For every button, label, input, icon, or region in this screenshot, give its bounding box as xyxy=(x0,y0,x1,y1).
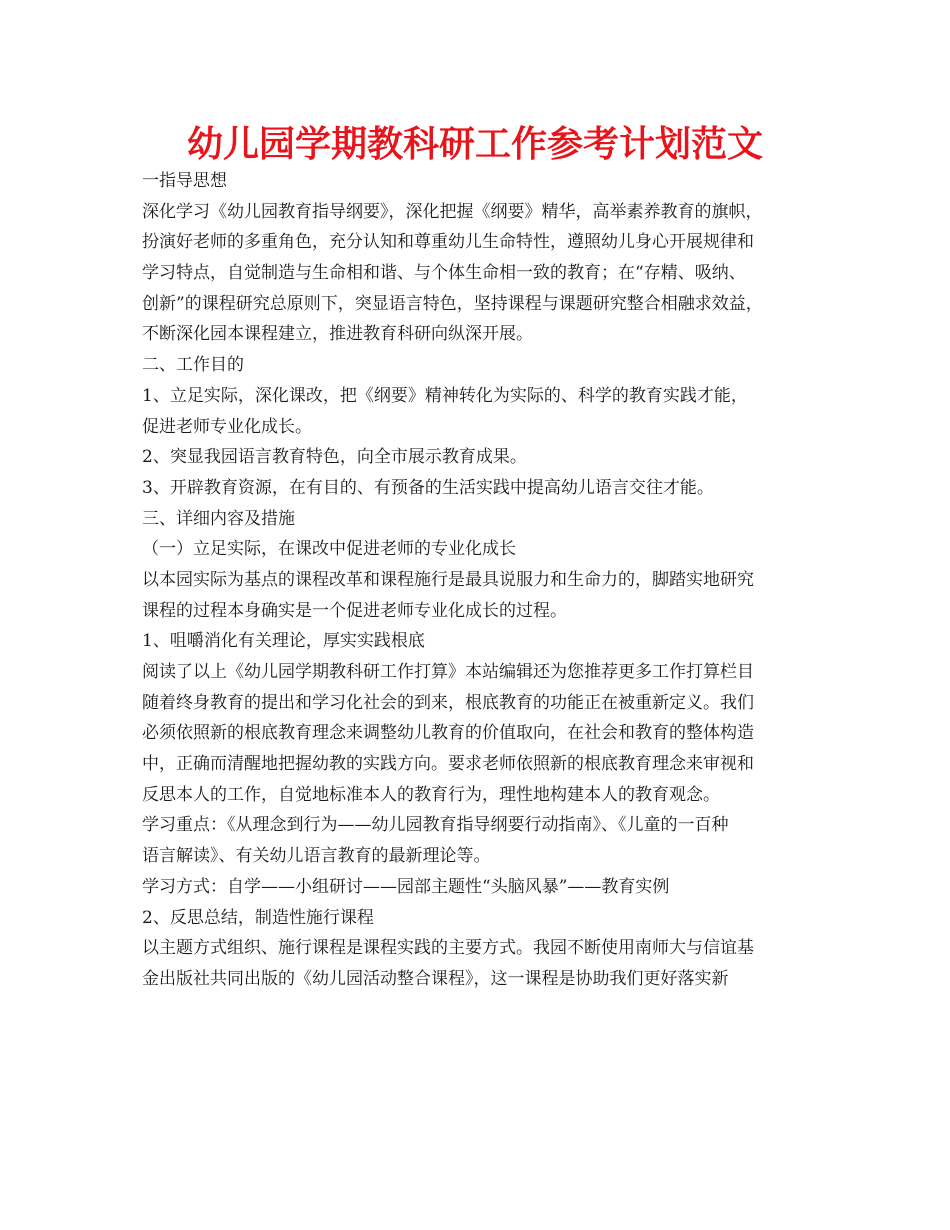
body-line: 1、立足实际，深化课改，把《纲要》精神转化为实际的、科学的教育实践才能， xyxy=(142,385,748,406)
body-line: 学习重点：《从理念到行为——幼儿园教育指导纲要行动指南》、《儿童的一百种 xyxy=(142,815,729,836)
body-line: 学习方式：自学——小组研讨——园部主题性“头脑风暴”——教育实例 xyxy=(142,876,670,897)
body-line: 1、咀嚼消化有关理论，厚实实践根底 xyxy=(142,631,425,652)
body-line: 阅读了以上《幼儿园学期教科研工作打算》本站编辑还为您推荐更多工作打算栏目 xyxy=(142,662,754,682)
body-line: 三、详细内容及措施 xyxy=(142,508,295,529)
body-line: 3、开辟教育资源，在有目的、有预备的生活实践中提高幼儿语言交往才能。 xyxy=(142,477,714,498)
body-line: 学习特点，自觉制造与生命相和谐、与个体生命相一致的教育；在“存精、吸纳、 xyxy=(142,263,746,284)
body-line: 语言解读》、有关幼儿语言教育的最新理论等。 xyxy=(142,846,491,867)
body-line: 扮演好老师的多重角色，充分认知和尊重幼儿生命特性，遵照幼儿身心开展规律和 xyxy=(142,232,754,253)
body-line: 二、工作目的 xyxy=(142,355,244,376)
body-line: 反思本人的工作，自觉地标准本人的教育行为，理性地构建本人的教育观念。 xyxy=(142,784,720,805)
body-line: 以主题方式组织、施行课程是课程实践的主要方式。我园不断使用南师大与信谊基 xyxy=(142,938,754,959)
body-line: 金出版社共同出版的《幼儿园活动整合课程》，这一课程是协助我们更好落实新 xyxy=(142,968,729,989)
body-line: 深化学习《幼儿园教育指导纲要》，深化把握《纲要》精华，高举素养教育的旗帜， xyxy=(142,201,763,222)
body-line: 2、突显我园语言教育特色，向全市展示教育成果。 xyxy=(142,447,527,468)
body-line: 2、反思总结，制造性施行课程 xyxy=(142,907,374,928)
document-body xyxy=(142,166,822,995)
body-line: 课程的过程本身确实是一个促进老师专业化成长的过程。 xyxy=(142,600,567,621)
body-line: 中，正确而清醒地把握幼教的实践方向。要求老师依照新的根底教育理念来审视和 xyxy=(142,754,754,775)
body-line: 促进老师专业化成长。 xyxy=(142,416,312,437)
body-line: 以本园实际为基点的课程改革和课程施行是最具说服力和生命力的，脚踏实地研究 xyxy=(142,569,754,590)
body-line: 必须依照新的根底教育理念来调整幼儿教育的价值取向，在社会和教育的整体构造 xyxy=(142,723,754,744)
body-line: 随着终身教育的提出和学习化社会的到来，根底教育的功能正在被重新定义。我们 xyxy=(142,692,754,713)
body-line: 创新”的课程研究总原则下，突显语言特色，坚持课程与课题研究整合相融求效益， xyxy=(142,293,763,314)
body-line: （一）立足实际，在课改中促进老师的专业化成长 xyxy=(142,539,516,560)
body-line: 一指导思想 xyxy=(142,171,227,191)
document-title: 幼儿园学期教科研工作参考计划范文 xyxy=(186,124,763,165)
body-line: 不断深化园本课程建立，推进教育科研向纵深开展。 xyxy=(142,324,533,345)
